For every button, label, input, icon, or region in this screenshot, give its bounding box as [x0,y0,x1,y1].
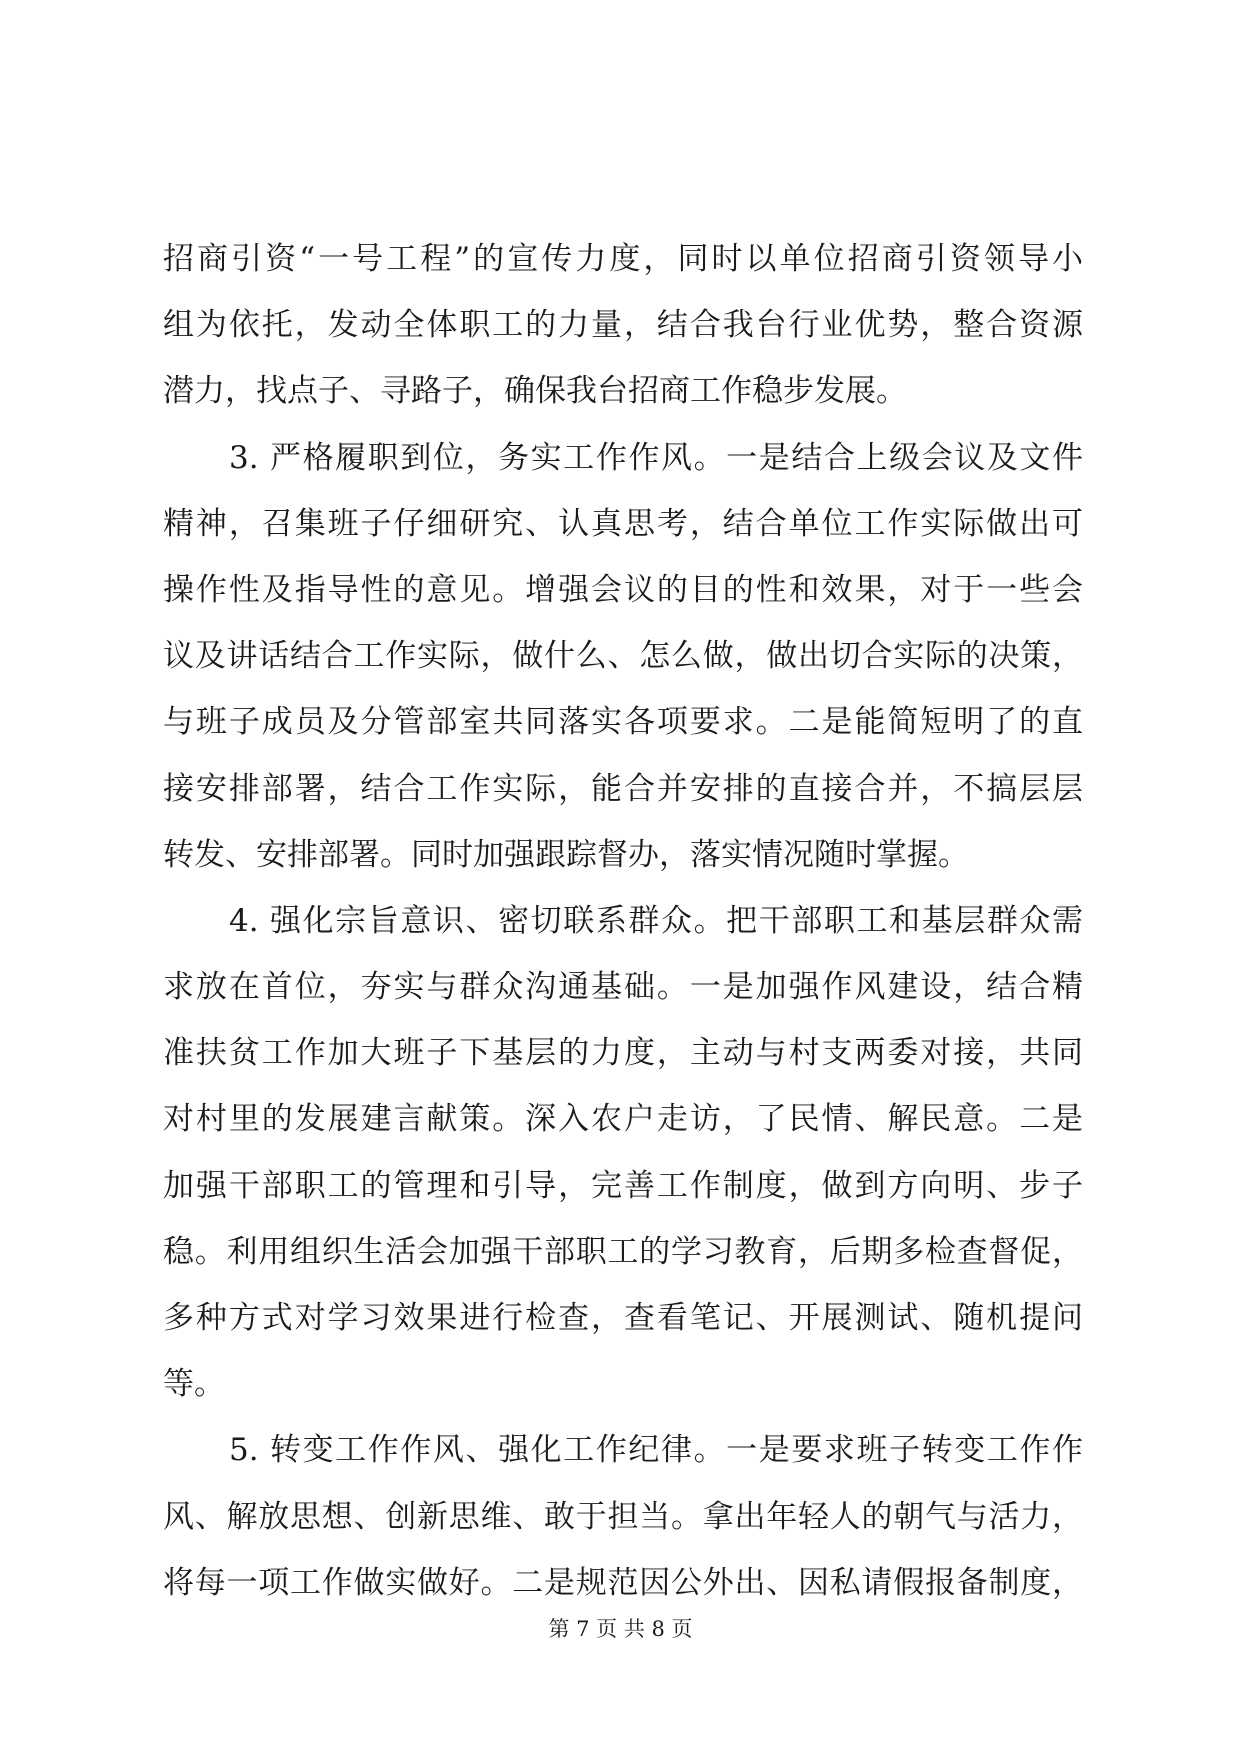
text-line: 接安排部署，结合工作实际，能合并安排的直接合并，不搞层层 [163,770,1083,807]
text-line: 将每一项工作做实做好。二是规范因公外出、因私请假报备制度， [163,1564,1083,1601]
text-line: 与班子成员及分管部室共同落实各项要求。二是能简短明了的直 [163,704,1083,741]
text-line: 精神，召集班子仔细研究、认真思考，结合单位工作实际做出可 [163,505,1083,542]
text-line: 加强干部职工的管理和引导，完善工作制度，做到方向明、步子 [163,1167,1083,1204]
text-line: 准扶贫工作加大班子下基层的力度，主动与村支两委对接，共同 [163,1035,1083,1072]
text-line: 4. 强化宗旨意识、密切联系群众。把干部职工和基层群众需 [229,902,1083,939]
text-line: 多种方式对学习效果进行检查，查看笔记、开展测试、随机提问 [163,1300,1083,1336]
text-line: 5. 转变工作作风、强化工作纪律。一是要求班子转变工作作 [229,1432,1083,1469]
text-line: 议及讲话结合工作实际，做什么、怎么做，做出切合实际的决策， [163,638,1083,675]
text-line: 3. 严格履职到位，务实工作作风。一是结合上级会议及文件 [229,439,1083,476]
text-line: 招商引资“一号工程”的宣传力度，同时以单位招商引资领导小 [163,241,1083,277]
text-line: 转发、安排部署。同时加强跟踪督办，落实情况随时掌握。 [163,836,969,873]
text-line: 风、解放思想、创新思维、敢于担当。拿出年轻人的朝气与活力， [163,1498,1083,1535]
text-line: 潜力，找点子、寻路子，确保我台招商工作稳步发展。 [163,373,907,410]
body-text [163,226,1083,1616]
text-line: 求放在首位，夯实与群众沟通基础。一是加强作风建设，结合精 [163,969,1083,1006]
text-line: 组为依托，发动全体职工的力量，结合我台行业优势，整合资源 [163,307,1083,344]
text-line: 稳。利用组织生活会加强干部职工的学习教育，后期多检查督促， [163,1233,1083,1270]
text-line: 等。 [163,1366,225,1403]
text-line: 对村里的发展建言献策。深入农户走访，了民情、解民意。二是 [163,1101,1083,1138]
text-line: 操作性及指导性的意见。增强会议的目的性和效果，对于一些会 [163,571,1083,608]
page-number-footer: 第 7 页 共 8 页 [548,1617,693,1641]
